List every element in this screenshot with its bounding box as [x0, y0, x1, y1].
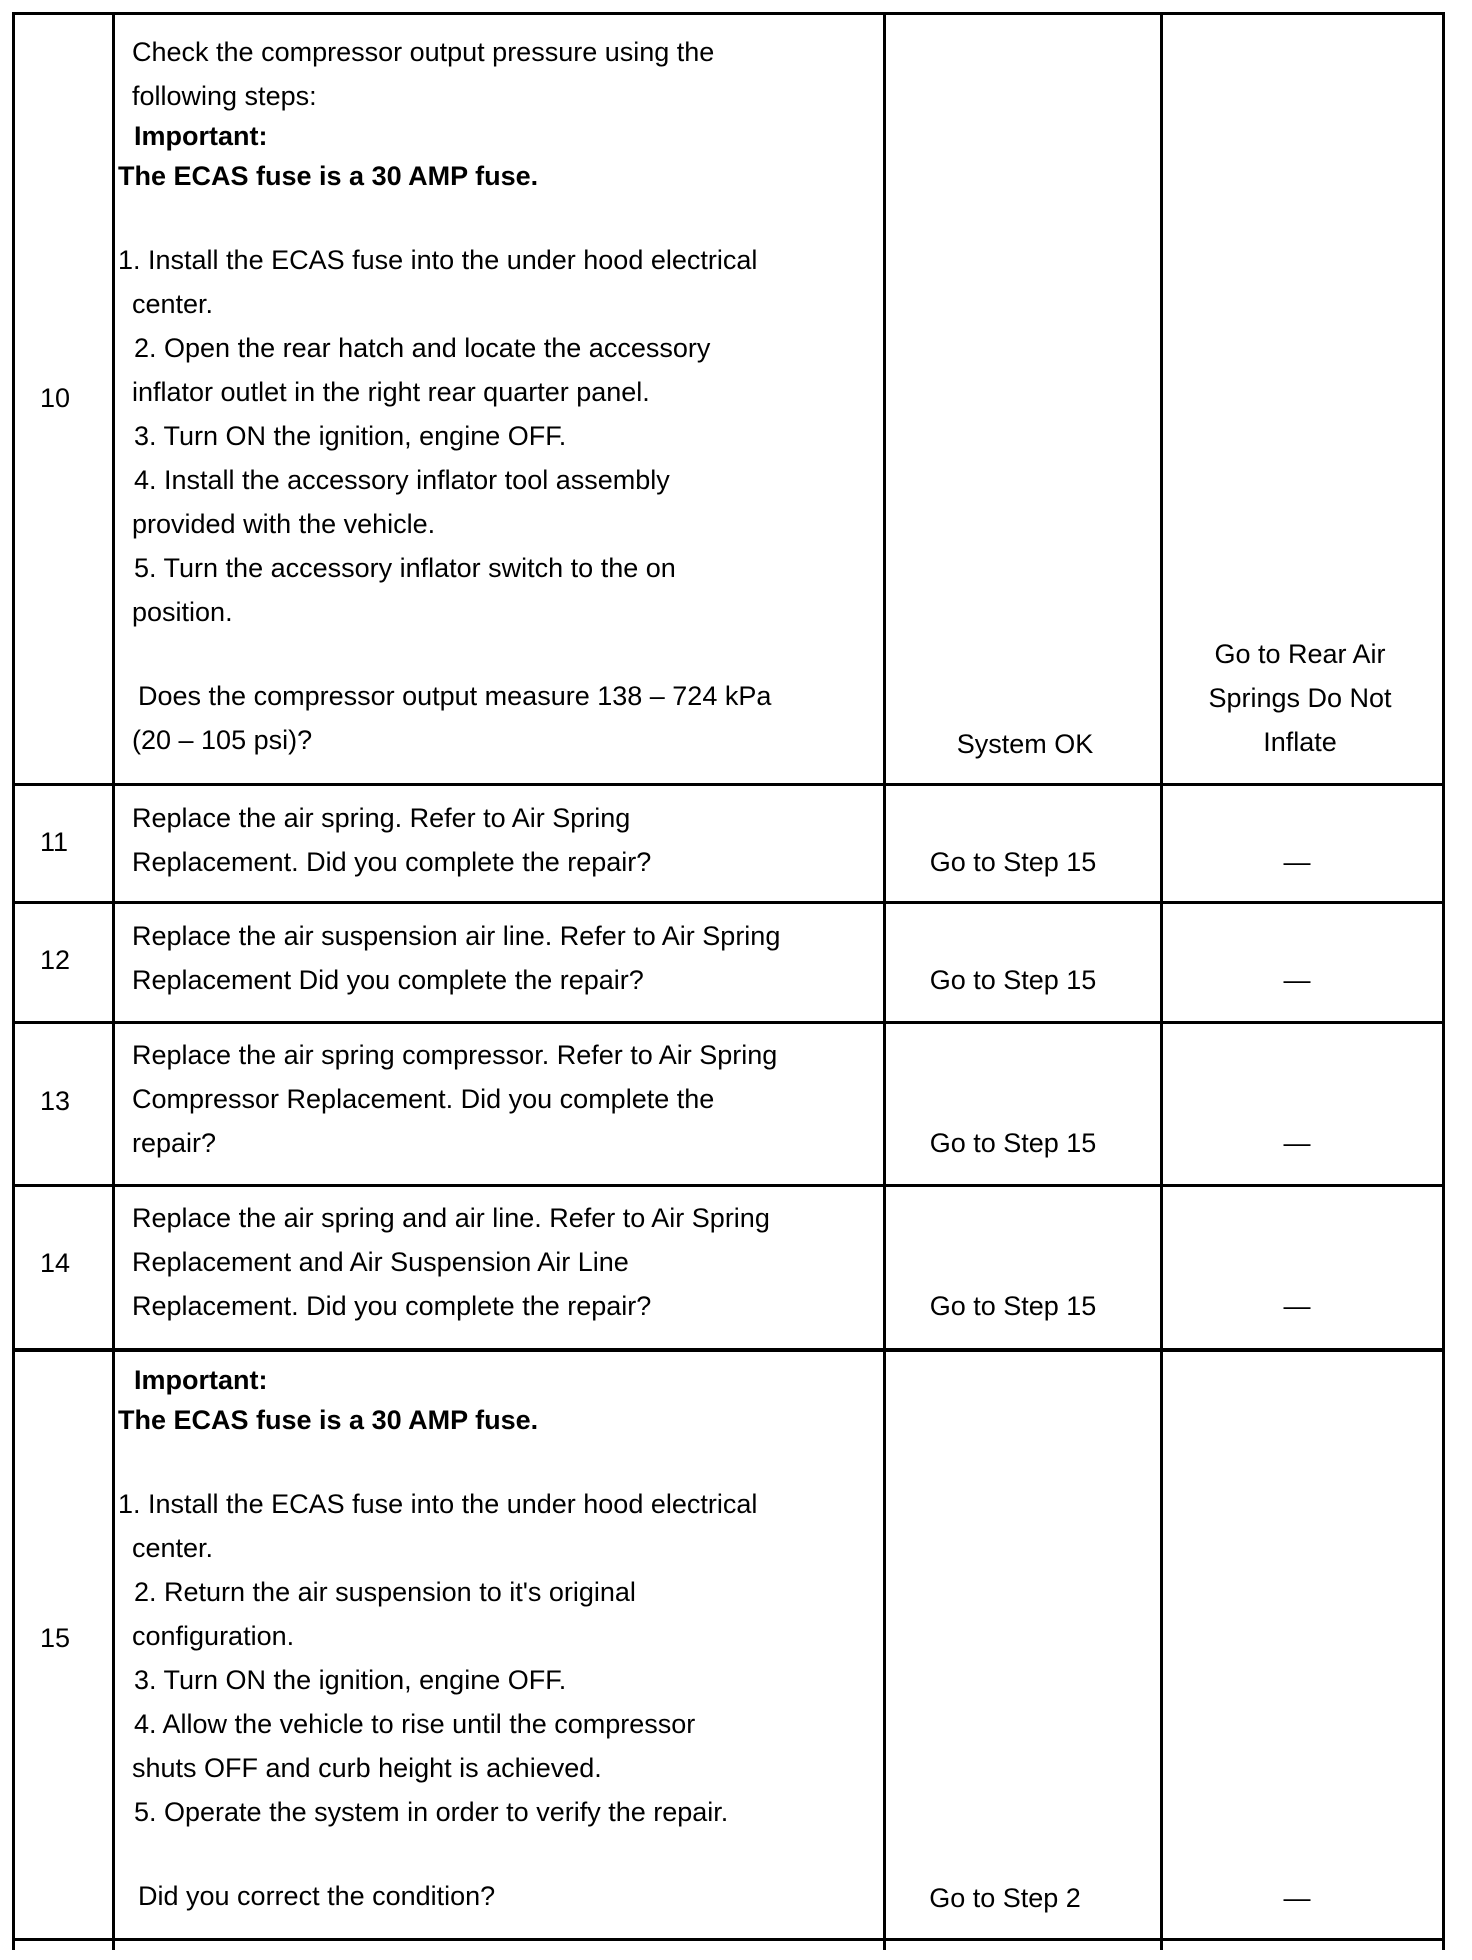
no-result: — — [1283, 965, 1311, 995]
blank-line — [118, 1442, 878, 1482]
yes-result: Go to Step 15 — [929, 965, 1097, 995]
table-border-top — [12, 12, 1445, 15]
action-line: 2. Return the air suspension to it's original — [134, 1577, 636, 1607]
action-line: 4. Install the accessory inflator tool assembly — [134, 465, 670, 495]
action-line: Replace the air spring compressor. Refer to Air Spring — [132, 1040, 778, 1070]
action-line: provided with the vehicle. — [132, 509, 436, 539]
step-action — [118, 1362, 878, 1918]
column-divider — [112, 12, 115, 1950]
step-number: 11 — [40, 827, 69, 857]
yes-result: Go to Step 15 — [929, 1128, 1097, 1158]
no-result-line: Springs Do Not — [1208, 683, 1392, 713]
yes-result: Go to Step 2 — [929, 1883, 1081, 1913]
action-line: Replacement. Did you complete the repair? — [132, 1291, 652, 1321]
step-action — [118, 1196, 892, 1328]
action-line: configuration. — [132, 1621, 295, 1651]
question-line: Did you correct the condition? — [138, 1881, 496, 1911]
step-number: 15 — [40, 1623, 71, 1653]
row-divider — [12, 1184, 1445, 1187]
table-border-bottom — [12, 1938, 1445, 1941]
no-result: — — [1283, 1128, 1311, 1158]
no-result-line: Inflate — [1263, 727, 1337, 757]
no-result: — — [1283, 1883, 1311, 1913]
important-note: The ECAS fuse is a 30 AMP fuse. — [118, 1405, 539, 1435]
blank-line — [118, 634, 878, 674]
action-line: center. — [132, 1533, 214, 1563]
action-line: 2. Open the rear hatch and locate the accessory — [134, 333, 711, 363]
action-line: Replacement and Air Suspension Air Line — [132, 1247, 629, 1277]
blank-line — [118, 1834, 878, 1874]
step-number: 13 — [40, 1086, 71, 1116]
no-result: — — [1283, 847, 1311, 877]
action-line: 5. Operate the system in order to verify the repair. — [134, 1797, 729, 1827]
important-label: Important: — [134, 1365, 268, 1395]
table-border-left — [12, 12, 15, 1950]
table-border-right — [1442, 12, 1445, 1950]
action-line: Replace the air spring. Refer to Air Spring — [132, 803, 631, 833]
no-result — [1165, 632, 1435, 764]
action-line: Replace the air suspension air line. Refer to Air Spring — [132, 921, 781, 951]
question-line: (20 – 105 psi)? — [132, 725, 313, 755]
step-action — [118, 914, 892, 1002]
action-line: 1. Install the ECAS fuse into the under hood electrical — [118, 1489, 758, 1519]
no-result: — — [1283, 1291, 1311, 1321]
row-divider — [12, 783, 1445, 786]
action-line: shuts OFF and curb height is achieved. — [132, 1753, 602, 1783]
action-line: Replacement. Did you complete the repair? — [132, 847, 652, 877]
step-number: 12 — [40, 945, 71, 975]
step-number: 14 — [40, 1248, 71, 1278]
row-divider — [12, 901, 1445, 904]
action-line: following steps: — [132, 81, 317, 111]
action-line: 4. Allow the vehicle to rise until the compressor — [134, 1709, 696, 1739]
blank-line — [118, 198, 878, 238]
action-line: position. — [132, 597, 233, 627]
action-line: Check the compressor output pressure using the — [132, 37, 715, 67]
yes-result: Go to Step 15 — [929, 847, 1097, 877]
step-action — [118, 1033, 892, 1165]
important-note: The ECAS fuse is a 30 AMP fuse. — [118, 161, 539, 191]
question-line: Does the compressor output measure 138 – 724 kPa — [138, 681, 772, 711]
action-line: 3. Turn ON the ignition, engine OFF. — [134, 421, 567, 451]
step-number: 10 — [40, 383, 71, 413]
action-line: Compressor Replacement. Did you complete the — [132, 1084, 715, 1114]
action-line: Replace the air spring and air line. Refer to Air Spring — [132, 1203, 770, 1233]
no-result-line: Go to Rear Air — [1214, 639, 1386, 669]
action-line: repair? — [132, 1128, 217, 1158]
action-line: inflator outlet in the right rear quarter panel. — [132, 377, 650, 407]
step-action — [118, 796, 892, 884]
yes-result: Go to Step 15 — [929, 1291, 1097, 1321]
step-action — [118, 30, 878, 762]
action-line: 5. Turn the accessory inflator switch to the on — [134, 553, 676, 583]
important-label: Important: — [134, 121, 268, 151]
yes-result: System OK — [956, 729, 1094, 759]
row-divider — [12, 1021, 1445, 1024]
action-line: center. — [132, 289, 214, 319]
action-line: 1. Install the ECAS fuse into the under hood electrical — [118, 245, 758, 275]
action-line: Replacement Did you complete the repair? — [132, 965, 644, 995]
action-line: 3. Turn ON the ignition, engine OFF. — [134, 1665, 567, 1695]
row-divider — [12, 1348, 1445, 1352]
